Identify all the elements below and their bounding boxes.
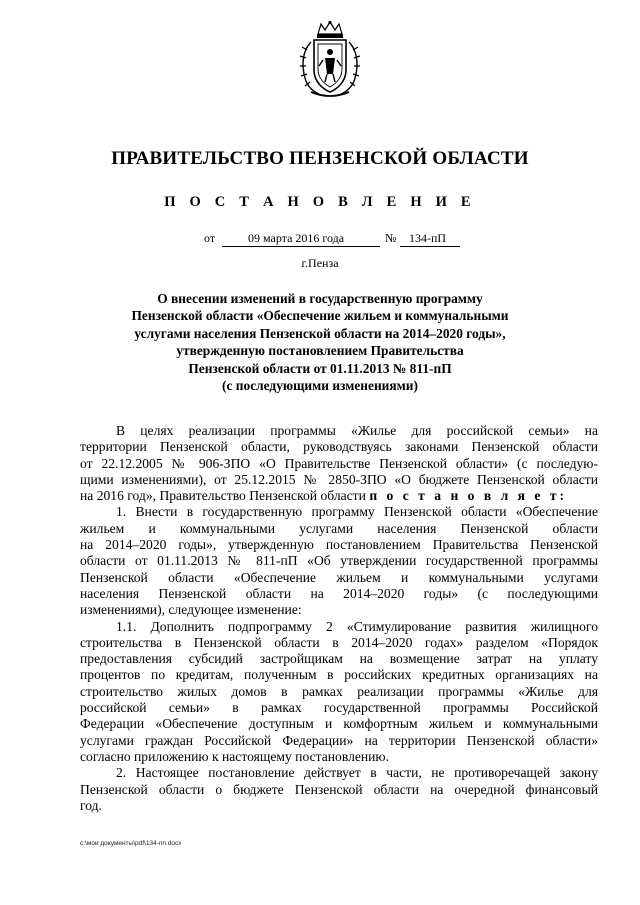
document-type: П О С Т А Н О В Л Е Н И Е xyxy=(164,194,476,210)
body-line: территории Пензенской области, руководствуясь законами Пензенской области xyxy=(80,439,598,455)
body-line: области от 01.11.2013 № 811-пП «Об утверждении государственной программы xyxy=(80,553,598,569)
body-line: от 22.12.2005 № 906-ЗПО «О Правительстве Пензенской области» (с последую- xyxy=(80,455,598,471)
document-number: 134-пП xyxy=(409,231,447,245)
subject-line: Пензенской области от 01.11.2013 № 811-пП xyxy=(188,360,452,376)
subject-line: (с последующими изменениями) xyxy=(222,378,418,394)
subject-line: услугами населения Пензенской области на 2014–2020 годы», xyxy=(134,325,506,341)
body-line: услугами граждан Российской Федерации» на территории Пензенской области» xyxy=(80,732,598,748)
body-line: Федерации «Обеспечение доступным и комфортным жильем и коммунальными xyxy=(80,716,598,732)
body-line: 1. Внести в государственную программу Пензенской области «Обеспечение xyxy=(116,504,598,520)
body-line: предоставления субсидий застройщикам на возмещение затрат на уплату xyxy=(80,651,598,667)
body-line: российской семьи» в рамках государственной программы Российской xyxy=(80,700,598,716)
decree-keyword: п о с т а н о в л я е т: xyxy=(369,488,568,504)
body-line: жильем и коммунальными услугами населения Пензенской области xyxy=(80,520,598,536)
body-line: строительство жилых домов в рамках реализации программы «Жилье для xyxy=(80,683,598,699)
number-label: № xyxy=(385,231,397,245)
document-body xyxy=(80,423,598,814)
body-line: строительства в Пензенской области в 2014–2020 годах» разделом «Порядок xyxy=(80,634,598,650)
body-line: Пензенской области о бюджете Пензенской области на очередной финансовый xyxy=(80,781,598,797)
city: г.Пенза xyxy=(301,256,339,270)
body-line: 2. Настоящее постановление действует в части, не противоречащей закону xyxy=(116,765,598,781)
body-line: щими изменениями), от 25.12.2015 № 2850-ЗПО «О бюджете Пензенской области xyxy=(80,471,598,487)
body-line: населения Пензенской области на 2014–2020 годы» (с последующими xyxy=(80,585,598,601)
body-line: на 2014–2020 годы», утвержденную постановлением Правительства Пензенской xyxy=(80,537,598,553)
body-line: изменениями), следующее изменение: xyxy=(80,602,302,618)
date-underline xyxy=(222,246,380,247)
subject-line: утвержденную постановлением Правительства xyxy=(176,343,464,359)
file-path-footer: c:\мои документы\pdf\134-пп.docx xyxy=(80,840,182,847)
date-prefix: от xyxy=(204,231,216,245)
body-line: 1.1. Дополнить подпрограмму 2 «Стимулирование развития жилищного xyxy=(116,618,598,634)
subject-line: Пензенской области «Обеспечение жильем и коммунальными xyxy=(131,308,509,324)
number-underline xyxy=(400,246,460,247)
document-subject xyxy=(120,290,520,394)
body-line: процентов по кредитам, полученным в российских кредитных организациях на xyxy=(80,667,598,683)
body-line xyxy=(80,488,598,504)
subject-line: О внесении изменений в государственную программу xyxy=(157,291,483,306)
document-date: 09 марта 2016 года xyxy=(248,231,345,245)
body-line: согласно приложению к настоящему постановлению. xyxy=(80,748,389,764)
body-line: Пензенской области «Обеспечение жильем и коммунальными услугами xyxy=(80,569,598,585)
coat-of-arms-emblem xyxy=(297,20,363,100)
body-line: год. xyxy=(80,797,102,813)
body-line-text: на 2016 год», Правительство Пензенской области xyxy=(80,488,366,504)
government-title: ПРАВИТЕЛЬСТВО ПЕНЗЕНСКОЙ ОБЛАСТИ xyxy=(111,148,529,169)
body-line: В целях реализации программы «Жилье для российской семьи» на xyxy=(116,423,598,438)
